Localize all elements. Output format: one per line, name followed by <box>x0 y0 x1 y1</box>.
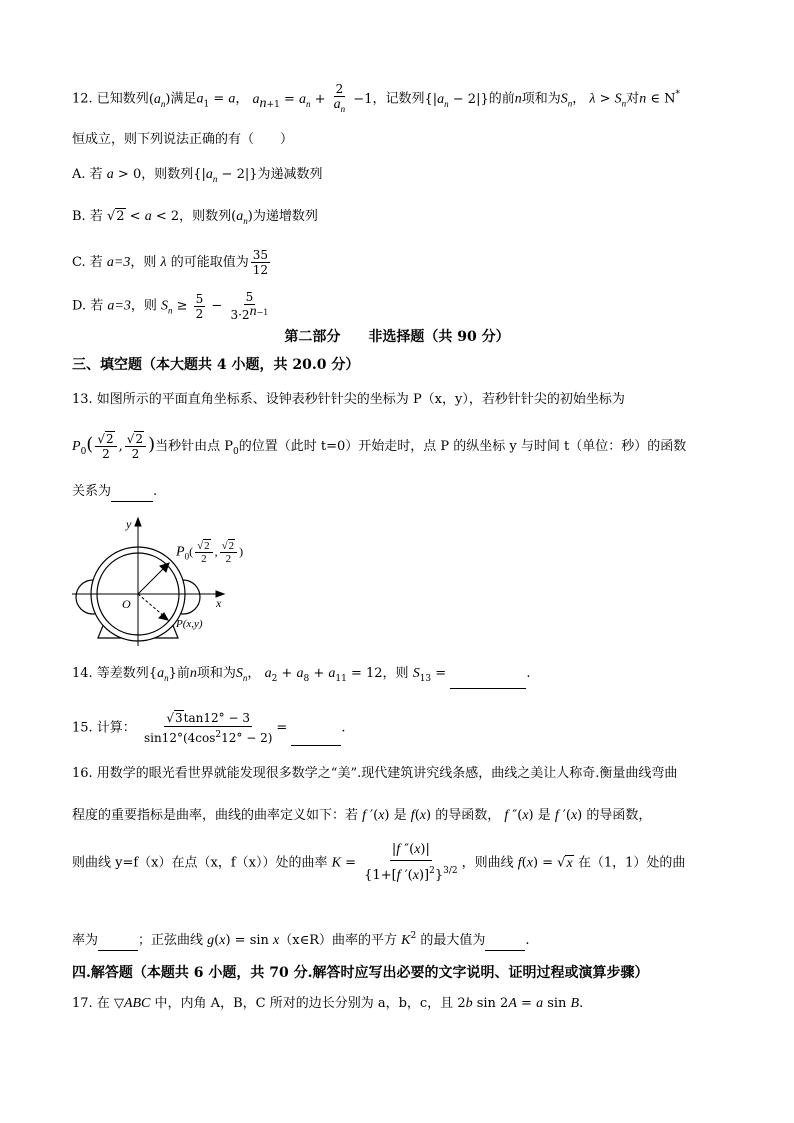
q16-line1: 16. 用数学的眼光看世界就能发现很多数学之“美”.现代建筑讲究线条感，曲线之美让人称奇.衡量曲线弯曲 <box>72 766 678 781</box>
q14: 14. 等差数列$\{a_n\}$前n项和为$S_n$， $a_2 + a_8 + a_{11} = 12$，则 $S_{13}$ = . <box>72 664 530 689</box>
clock-figure <box>66 514 236 646</box>
q12-line1: 12. 已知数列$(a_n)$满足$a_1 = a$， $a_{n+1} = a_n$ + $\frac{2}{a_n}$ −1，记数列$\{|a_n - 2|\}$的前n项和为$S_n$， $\lambda > S_n$对n ∈ N* <box>72 82 680 114</box>
q12-option-a: A. 若 a > 0，则数列$\{|a_n - 2|\}$为递减数列 <box>72 167 323 184</box>
q12-option-d: D. 若 a=3，则 $S_n$ ≥ $\frac{5}{2}$ − $\frac{5}{3\cdot 2^{n-1}}$ <box>72 290 269 322</box>
math-recurrence: $a_{n+1} = a_n$ + $\frac{2}{a_n}$ −1 <box>252 82 373 114</box>
section4-title: 四.解答题（本题共 6 小题，共 70 分.解答时应写出必要的文字说明、证明过程或演算步骤） <box>72 965 649 981</box>
q16-line4: 率为 ；正弦曲线 g(x) = sin x（x∈R）曲率的平方 $K^2$ 的最大值为 . <box>72 926 530 951</box>
q17: 17. 在 ▽ABC 中，内角 A，B，C 所对的边长分别为 a，b，c，且 2b sin 2A = a sin B. <box>72 996 584 1011</box>
part2-title: 第二部分 非选择题（共 90 分） <box>284 329 510 345</box>
q16-line3: 则曲线 y=f（x）在点（x，f（x））处的曲率 K = $\frac{|f ''(x)|}{\{1+[f '(x)]^2\}^{3/2}}$ ，则曲线 f(x) = √x 在（1，1）处的曲 <box>72 842 686 883</box>
math-an: $(a_n)$ <box>148 91 171 109</box>
section3-title: 三、填空题（本大题共 4 小题，共 20.0 分） <box>72 357 360 373</box>
q15: 15. 计算： $\frac{√3\tan 12^\circ - 3}{\sin 12^\circ(4\cos^212^\circ - 2)}$ = . <box>72 711 346 745</box>
fig-label-x: x <box>216 596 222 610</box>
q16-line2: 程度的重要指标是曲率，曲线的曲率定义如下：若 f ′(x) 是 f(x) 的导函数， f ″(x) 是 f ′(x) 的导函数， <box>72 808 652 823</box>
fig-label-p0: $P_0$( $\frac{√2}{2}$ , $\frac{√2}{2}$ ) <box>176 540 244 565</box>
q12-option-c: C. 若 a=3，则 λ 的可能取值为 $\frac{35}{12}$ <box>72 248 269 277</box>
q13-line2: $P_0$( $\frac{√2}{2}$ , $\frac{√2}{2}$ )当秒针由点 $P_0$的位置（此时 t=0）开始走时，点 P 的纵坐标 y 与时间 t（单位：秒）的函数 <box>72 432 687 461</box>
q12-option-b: B. 若 √2 < a < 2，则数列$(a_n)$为递增数列 <box>72 209 318 226</box>
fig-label-origin: O <box>122 597 131 611</box>
math-abs-seq: $\{|a_n - 2|\}$ <box>424 91 489 109</box>
y-axis-arrow <box>135 518 141 526</box>
fig-label-p: P(x,y) <box>176 618 203 630</box>
fig-label-y: y <box>126 517 132 531</box>
q13-line3: 关系为 . <box>72 482 157 502</box>
q13-line1: 13. 如图所示的平面直角坐标系、设钟表秒针针尖的坐标为 P（x，y），若秒针针尖的初始坐标为 <box>72 392 625 407</box>
q12-line2: 恒成立，则下列说法正确的有（ ） <box>72 132 294 147</box>
